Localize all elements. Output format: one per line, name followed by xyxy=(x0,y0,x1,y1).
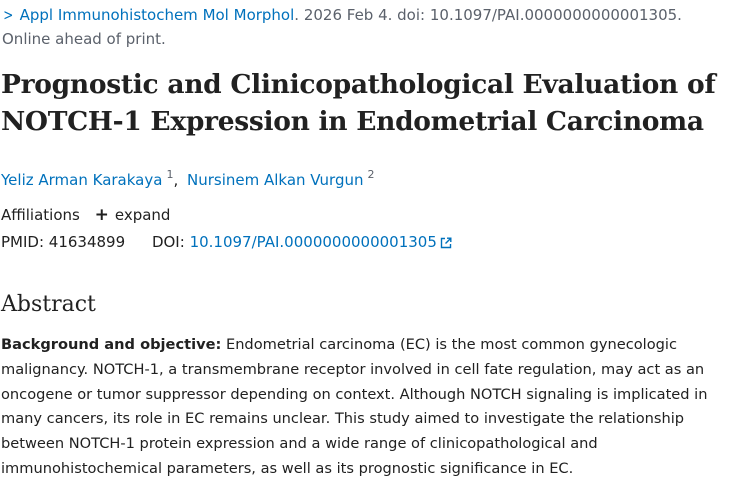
affiliations-label: Affiliations xyxy=(1,206,80,224)
pmid-label: PMID: xyxy=(1,233,45,251)
abstract-section-label: Background and objective: xyxy=(1,336,222,353)
doi-value: 10.1097/PAI.0000000000001305 xyxy=(189,233,437,251)
abstract-paragraph xyxy=(1,333,746,482)
external-link-icon xyxy=(440,237,452,249)
doi-link[interactable] xyxy=(190,233,452,251)
author-link[interactable]: Yeliz Arman Karakaya xyxy=(1,171,163,189)
abstract-section-text: Endometrial carcinoma (EC) is the most common gynecologic malignancy. NOTCH-1, a transmembrane receptor involved in cell fate regulation, may act as an oncogene or tumor suppressor depending on context. Although NOTCH signaling is implicated in many cancers, its role in EC remains unclear. This study aimed to investigate the relationship between NOTCH-1 protein expression and a wide range of clinicopathological and immunohistochemical parameters, as well as its prognostic significance in EC. xyxy=(1,336,708,477)
affiliation-ref[interactable]: 1 xyxy=(166,168,174,181)
article-citation xyxy=(2,3,747,51)
chevron-right-icon: > xyxy=(3,6,14,24)
article-identifiers xyxy=(1,230,452,254)
doi-label: DOI: xyxy=(151,233,185,251)
affiliation-ref[interactable]: 2 xyxy=(367,168,375,181)
expand-affiliations-button[interactable] xyxy=(95,206,171,224)
abstract-heading: Abstract xyxy=(1,292,96,317)
author-link[interactable]: Nursinem Alkan Vurgun xyxy=(187,171,364,189)
publication-status: Online ahead of print. xyxy=(2,30,166,48)
author-separator: , xyxy=(173,171,179,189)
plus-icon: + xyxy=(94,205,109,225)
pmid-value: 41634899 xyxy=(48,233,126,251)
article-title: Prognostic and Clinicopathological Evaluation of NOTCH-1 Expression in Endometrial Carcinoma xyxy=(1,69,716,137)
citation-details: . 2026 Feb 4. doi: 10.1097/PAI.0000000000001305. xyxy=(294,6,682,24)
journal-link[interactable]: Appl Immunohistochem Mol Morphol xyxy=(19,6,295,24)
expand-label: expand xyxy=(114,206,171,224)
affiliations-row xyxy=(1,203,170,227)
author-list xyxy=(1,163,375,192)
